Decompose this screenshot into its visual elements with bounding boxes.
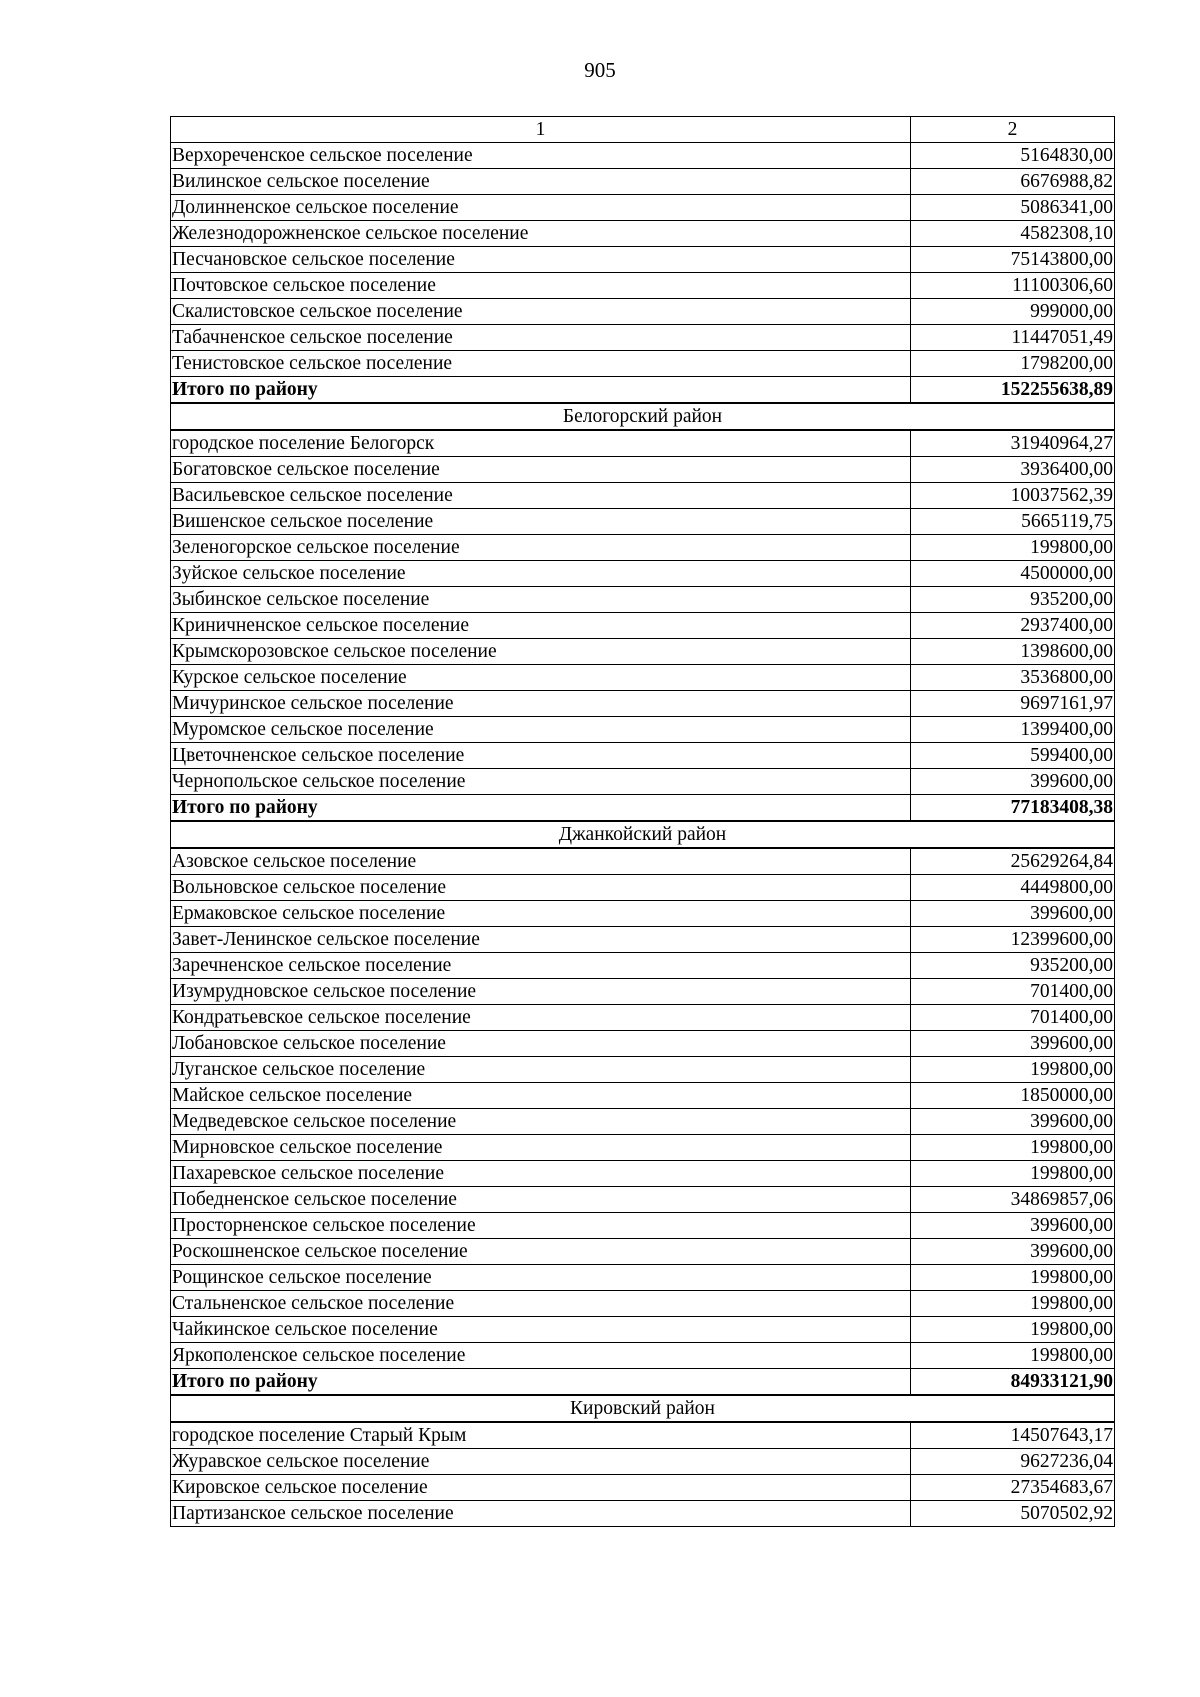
table-row [171,457,1115,483]
settlement-name: Вольновское сельское поселение [171,875,911,901]
settlement-name: Тенистовское сельское поселение [171,351,911,377]
table-row [171,561,1115,587]
page-number: 905 [584,58,616,82]
settlement-name: Курское сельское поселение [171,665,911,691]
table-row [171,1161,1115,1187]
amount-cell: 9627236,04 [911,1449,1115,1475]
table-row [171,351,1115,377]
table-row [171,1422,1115,1449]
amount-cell: 199800,00 [911,1317,1115,1343]
table-row [171,953,1115,979]
settlement-name: Скалистовское сельское поселение [171,299,911,325]
amount-cell: 399600,00 [911,1109,1115,1135]
table-row [171,1291,1115,1317]
table-row [171,717,1115,743]
amount-cell: 935200,00 [911,587,1115,613]
district-total-row [171,795,1115,822]
table-row [171,1083,1115,1109]
settlement-name: Табачненское сельское поселение [171,325,911,351]
table-row [171,927,1115,953]
amount-cell: 5070502,92 [911,1501,1115,1527]
amount-cell: 999000,00 [911,299,1115,325]
district-name: Кировский район [171,1395,1115,1422]
amount-cell: 199800,00 [911,1161,1115,1187]
amount-cell: 5086341,00 [911,195,1115,221]
amount-cell: 1398600,00 [911,639,1115,665]
table-row [171,325,1115,351]
district-total-row [171,1369,1115,1396]
table-row [171,1475,1115,1501]
total-label: Итого по району [171,1369,911,1396]
table-row [171,1005,1115,1031]
amount-cell: 199800,00 [911,1265,1115,1291]
settlement-name: Почтовское сельское поселение [171,273,911,299]
amount-cell: 701400,00 [911,979,1115,1005]
amount-cell: 199800,00 [911,535,1115,561]
settlement-name: Стальненское сельское поселение [171,1291,911,1317]
amount-cell: 5665119,75 [911,509,1115,535]
amount-cell: 6676988,82 [911,169,1115,195]
settlement-name: Долинненское сельское поселение [171,195,911,221]
amount-cell: 5164830,00 [911,143,1115,169]
amount-cell: 34869857,06 [911,1187,1115,1213]
settlement-name: городское поселение Белогорск [171,430,911,457]
settlement-name: Зыбинское сельское поселение [171,587,911,613]
district-section-row [171,1395,1115,1422]
settlement-name: Зеленогорское сельское поселение [171,535,911,561]
amount-cell: 935200,00 [911,953,1115,979]
table-row [171,1057,1115,1083]
settlement-name: Медведевское сельское поселение [171,1109,911,1135]
settlement-name: Ермаковское сельское поселение [171,901,911,927]
amount-cell: 9697161,97 [911,691,1115,717]
table-row [171,221,1115,247]
settlement-name: Роскошненское сельское поселение [171,1239,911,1265]
settlement-name: Лобановское сельское поселение [171,1031,911,1057]
total-label: Итого по району [171,377,911,404]
settlement-name: Верхореченское сельское поселение [171,143,911,169]
amount-cell: 399600,00 [911,769,1115,795]
table-row [171,509,1115,535]
table-row [171,613,1115,639]
amount-cell: 599400,00 [911,743,1115,769]
amount-cell: 12399600,00 [911,927,1115,953]
district-section-row [171,403,1115,430]
district-section-row [171,821,1115,848]
table-row [171,875,1115,901]
total-amount: 152255638,89 [911,377,1115,404]
table-row [171,743,1115,769]
total-amount: 84933121,90 [911,1369,1115,1396]
district-total-row [171,377,1115,404]
table-row [171,1187,1115,1213]
settlement-name: Зуйское сельское поселение [171,561,911,587]
table-row [171,143,1115,169]
amount-cell: 3536800,00 [911,665,1115,691]
amount-cell: 3936400,00 [911,457,1115,483]
settlement-name: Крымскорозовское сельское поселение [171,639,911,665]
amount-cell: 399600,00 [911,1213,1115,1239]
settlement-name: Луганское сельское поселение [171,1057,911,1083]
settlement-name: Пахаревское сельское поселение [171,1161,911,1187]
table-row [171,430,1115,457]
amount-cell: 11447051,49 [911,325,1115,351]
table-row [171,979,1115,1005]
amount-cell: 1399400,00 [911,717,1115,743]
settlement-name: Песчановское сельское поселение [171,247,911,273]
amount-cell: 4582308,10 [911,221,1115,247]
table-row [171,665,1115,691]
settlement-name: Кондратьевское сельское поселение [171,1005,911,1031]
settlement-name: Железнодорожненское сельское поселение [171,221,911,247]
amount-cell: 31940964,27 [911,430,1115,457]
amount-cell: 4500000,00 [911,561,1115,587]
settlement-name: Вилинское сельское поселение [171,169,911,195]
budget-table [170,116,1115,1527]
table-row [171,535,1115,561]
settlement-name: Майское сельское поселение [171,1083,911,1109]
settlement-name: Яркополенское сельское поселение [171,1343,911,1369]
settlement-name: Заречненское сельское поселение [171,953,911,979]
table-row [171,587,1115,613]
amount-cell: 27354683,67 [911,1475,1115,1501]
amount-cell: 14507643,17 [911,1422,1115,1449]
settlement-name: Азовское сельское поселение [171,848,911,875]
table-row [171,273,1115,299]
settlement-name: Завет-Ленинское сельское поселение [171,927,911,953]
table-row [171,691,1115,717]
table-row [171,169,1115,195]
table-row [171,848,1115,875]
settlement-name: Изумрудновское сельское поселение [171,979,911,1005]
table-body [171,143,1115,1527]
settlement-name: Партизанское сельское поселение [171,1501,911,1527]
table-row [171,1265,1115,1291]
table-header-row [171,117,1115,143]
amount-cell: 1798200,00 [911,351,1115,377]
column-header-2: 2 [911,117,1115,143]
amount-cell: 75143800,00 [911,247,1115,273]
table-row [171,1031,1115,1057]
amount-cell: 10037562,39 [911,483,1115,509]
settlement-name: Муромское сельское поселение [171,717,911,743]
settlement-name: Победненское сельское поселение [171,1187,911,1213]
amount-cell: 399600,00 [911,901,1115,927]
table-row [171,1109,1115,1135]
table-row [171,639,1115,665]
table-row [171,1317,1115,1343]
district-name: Белогорский район [171,403,1115,430]
settlement-name: Криничненское сельское поселение [171,613,911,639]
amount-cell: 399600,00 [911,1031,1115,1057]
table-row [171,769,1115,795]
amount-cell: 25629264,84 [911,848,1115,875]
total-amount: 77183408,38 [911,795,1115,822]
table-row [171,195,1115,221]
amount-cell: 399600,00 [911,1239,1115,1265]
table-row [171,1501,1115,1527]
table-row [171,247,1115,273]
settlement-name: Чайкинское сельское поселение [171,1317,911,1343]
settlement-name: Просторненское сельское поселение [171,1213,911,1239]
settlement-name: Цветочненское сельское поселение [171,743,911,769]
settlement-name: Мичуринское сельское поселение [171,691,911,717]
settlement-name: Чернопольское сельское поселение [171,769,911,795]
table-row [171,1449,1115,1475]
table-row [171,299,1115,325]
settlement-name: Кировское сельское поселение [171,1475,911,1501]
table-row [171,1343,1115,1369]
settlement-name: Рощинское сельское поселение [171,1265,911,1291]
amount-cell: 11100306,60 [911,273,1115,299]
amount-cell: 199800,00 [911,1135,1115,1161]
amount-cell: 199800,00 [911,1343,1115,1369]
table-row [171,483,1115,509]
settlement-name: Вишенское сельское поселение [171,509,911,535]
settlement-name: городское поселение Старый Крым [171,1422,911,1449]
amount-cell: 4449800,00 [911,875,1115,901]
column-header-1: 1 [171,117,911,143]
table-row [171,901,1115,927]
amount-cell: 2937400,00 [911,613,1115,639]
total-label: Итого по району [171,795,911,822]
table-row [171,1135,1115,1161]
settlement-name: Мирновское сельское поселение [171,1135,911,1161]
table-row [171,1239,1115,1265]
amount-cell: 701400,00 [911,1005,1115,1031]
amount-cell: 199800,00 [911,1057,1115,1083]
settlement-name: Журавское сельское поселение [171,1449,911,1475]
district-name: Джанкойский район [171,821,1115,848]
table-row [171,1213,1115,1239]
settlement-name: Васильевское сельское поселение [171,483,911,509]
amount-cell: 199800,00 [911,1291,1115,1317]
amount-cell: 1850000,00 [911,1083,1115,1109]
settlement-name: Богатовское сельское поселение [171,457,911,483]
